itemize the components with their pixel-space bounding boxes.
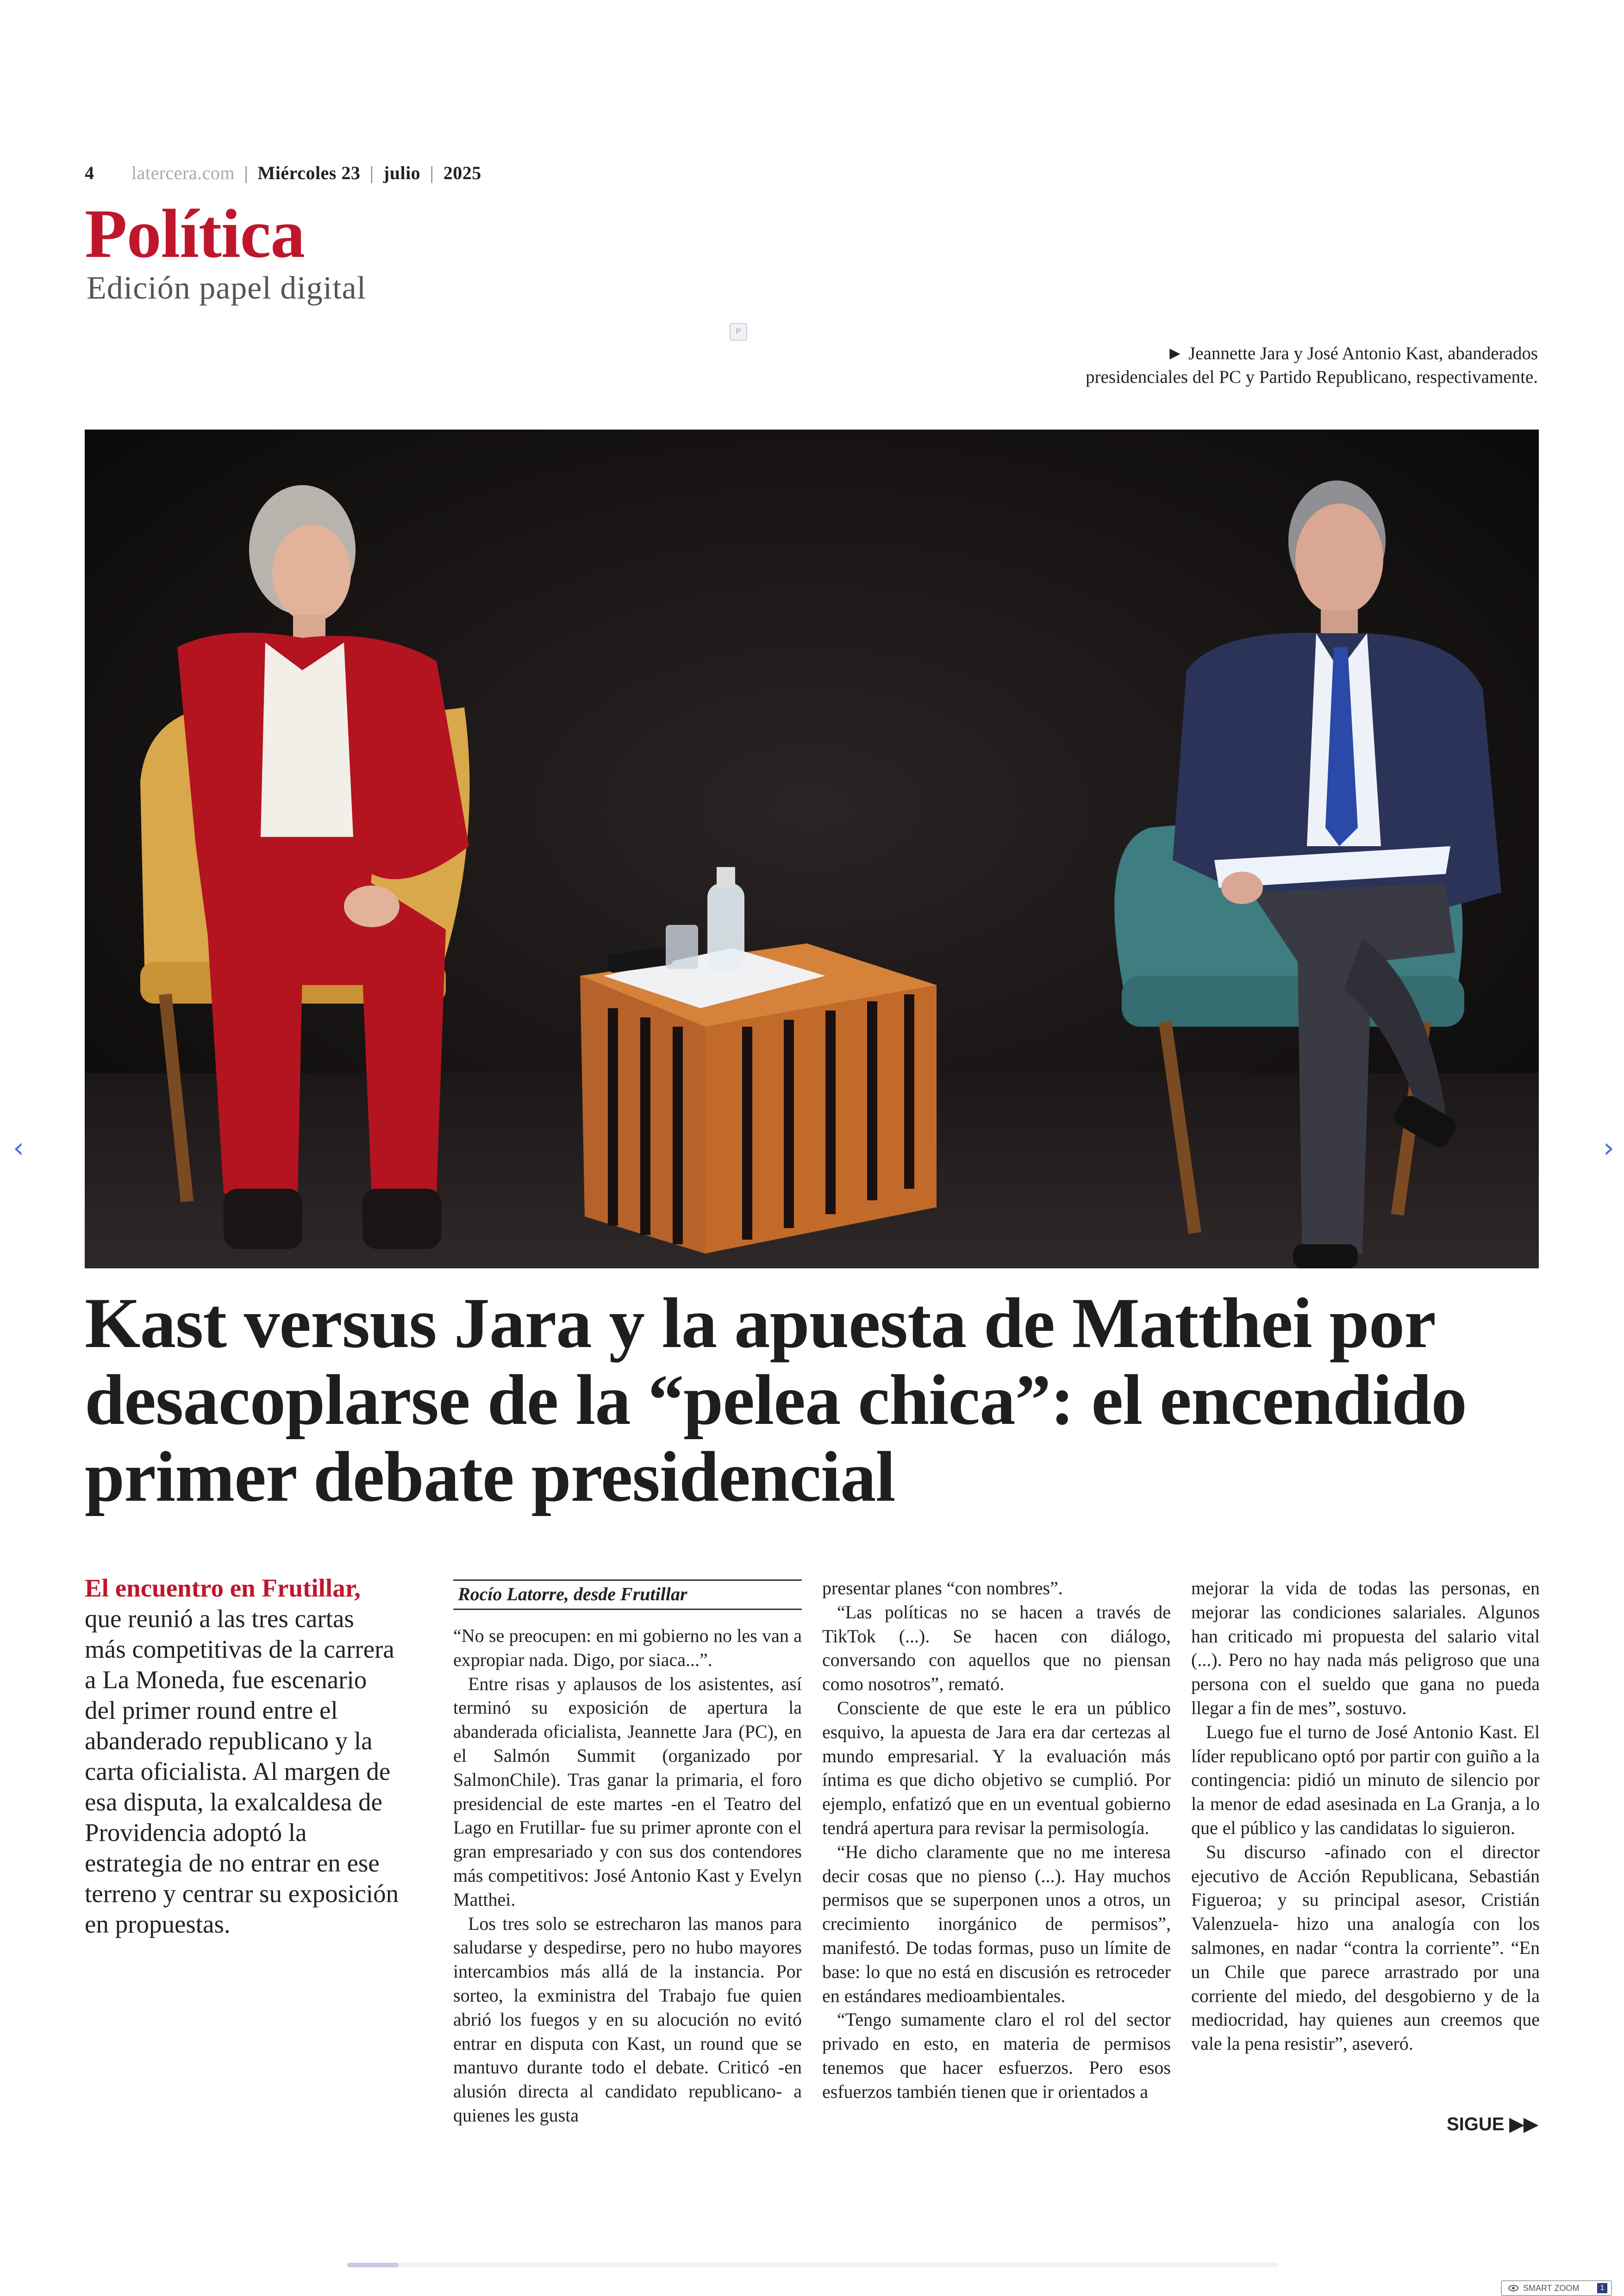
eye-icon [1508, 2285, 1518, 2291]
lead-highlight: El encuentro en Frutillar, [85, 1574, 361, 1602]
page-progress-fill [347, 2263, 399, 2267]
separator: | [430, 162, 434, 183]
page-marker[interactable]: P [730, 323, 747, 341]
separator: | [369, 162, 374, 183]
date-month: julio [383, 162, 421, 183]
page-progress-track[interactable] [347, 2263, 1278, 2267]
debate-photo [85, 430, 1539, 1268]
date-day: Miércoles 23 [257, 162, 361, 183]
page-number: 4 [85, 162, 94, 183]
headline: Kast versus Jara y la apuesta de Matthei por desacoplarse de la “pelea chica”: el encendido primer debate presidencial [85, 1283, 1467, 1516]
section-subtitle: Edición papel digital [87, 270, 367, 306]
photo-caption: ► Jeannette Jara y José Antonio Kast, abanderados presidenciales del PC y Partido Republicano, respectivamente. [1086, 343, 1538, 387]
section-title: Política [85, 195, 305, 272]
article-column-3 [1191, 1576, 1540, 2056]
article-paragraph: Consciente de que este le era un público esquivo, la apuesta de Jara era dar certezas al mundo empresarial. Y la evaluación más íntima es que dicho objetivo se cumplió. Por ejemplo, enfatizó que en un eventual gobierno tendrá apertura para revisar la permisología. [822, 1697, 1171, 1838]
site-name: latercera.com [131, 162, 235, 183]
separator: | [244, 162, 249, 183]
continue-label: SIGUE ▶▶ [1447, 2114, 1538, 2134]
article-column-2 [822, 1576, 1171, 2104]
article-paragraph: Entre risas y aplausos de los asistentes, así terminó su exposición de apertura la abanderada oficialista, Jeannette Jara (PC), en el Salmón Summit (organizado por SalmonChile). Tras ganar la primaria, el foro presidencial de este martes -en el Teatro del Lago en Frutillar- fue su primer apronte con el gran empresariado y con sus dos contendores más competitivos: José Antonio Kast y Evelyn Matthei. [453, 1673, 802, 1910]
date-year: 2025 [443, 162, 481, 183]
article-paragraph: mejorar la vida de todas las personas, en mejorar las condiciones salariales. Algunos han criticado mi propuesta del salario vital (...). Pero no hay nada más peligroso que una persona con el sueldo que gana no pueda llegar a fin de mes”, sostuvo. [1191, 1578, 1540, 1718]
article-paragraph: presentar planes “con nombres”. [822, 1578, 1063, 1598]
chevron-right-icon[interactable]: › [1603, 1132, 1614, 1164]
article-paragraph: Los tres solo se estrecharon las manos para saludarse y despedirse, pero no hubo mayores intercambios más allá de la instancia. Por sorteo, la exministra del Trabajo fue quien abrió los fuegos y en su alocución no evitó entrar en disputa con Kast, un round que se mantuvo durante todo el debate. Criticó -en alusión directa al candidato republicano- a quienes les gusta [453, 1913, 802, 2126]
smart-zoom-button[interactable] [1501, 2280, 1612, 2296]
lead-text: que reunió a las tres cartas más competitivas de la carrera a La Moneda, fue escenario del primer round entre el abanderado republicano y la carta oficialista. Al margen de esa disputa, la exalcaldesa de Providencia adoptó la estrategia de no entrar en ese terreno y centrar su exposición en propuestas. [85, 1604, 399, 1938]
article-column-1 [453, 1579, 802, 2128]
article-paragraph: “He dicho claramente que no me interesa decir cosas que no pienso (...). Hay muchos permisos que se superponen unos a otros, un crecimiento inorgánico de permisos”, manifestó. De todas formas, puso un límite de base: lo que no está en discusión es retroceder en estándares medioambientales. [822, 1841, 1171, 2006]
zoom-badge: 1 [1597, 2283, 1607, 2293]
article-paragraph: “Tengo sumamente claro el rol del sector privado en esto, en materia de permisos tenemos que hacer esfuerzos. Pero esos esfuerzos también tienen que ir orientados a [822, 2009, 1171, 2102]
article-paragraph: “No se preocupen: en mi gobierno no les van a expropiar nada. Digo, por siaca...”. [453, 1625, 802, 1670]
lead-paragraph [85, 1573, 400, 1940]
article-paragraph: Luego fue el turno de José Antonio Kast. El líder republicano optó por partir con guiño a la contingencia: pidió un minuto de silencio por la menor de edad asesinada en La Granja, a lo que el público y las candidatas lo siguieron. [1191, 1721, 1540, 1838]
page-header [85, 162, 481, 184]
article-paragraph: “Las políticas no se hacen a través de TikTok (...). Se hacen con diálogo, conversando con aquellos que no piensan como nosotros”, remató. [822, 1601, 1171, 1695]
article-paragraph: Su discurso -afinado con el director ejecutivo de Acción Republicana, Sebastián Figueroa; y su principal asesor, Cristián Valenzuela- hizo una analogía con los salmones, en nadar “contra la corriente”. “En un Chile que parece arrastrado por una corriente del miedo, del desgobierno y de la mediocridad, hay quienes aun creemos que vale la pena resistir”, aseveró. [1191, 1841, 1540, 2054]
smart-zoom-label: SMART ZOOM [1523, 2283, 1580, 2293]
byline: Rocío Latorre, desde Frutillar [453, 1579, 802, 1610]
chevron-left-icon[interactable]: ‹ [13, 1132, 24, 1164]
